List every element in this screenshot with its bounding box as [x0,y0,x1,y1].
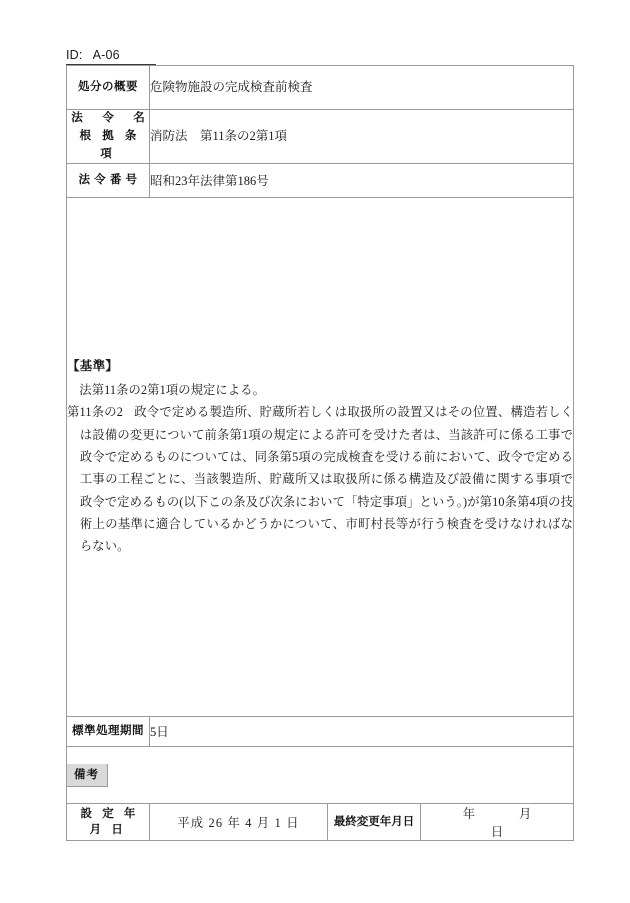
table-row-outline [67,66,574,110]
table-row-dates [67,804,574,841]
document-id-label: ID: [66,48,83,63]
unit-month: 月 [519,807,532,822]
unit-day: 日 [490,825,504,840]
criteria-lead: 法第11条の2第1項の規定による。 [79,382,265,397]
table-row-criteria [67,198,574,717]
set-date-value: 平成 26 年 4 月 1 日 [150,804,328,841]
unit-year: 年 [462,807,475,822]
remarks-header: 備考 [67,764,108,788]
set-date-header: 設 定 年 月 日 [67,804,150,841]
disposition-form-table [66,65,574,841]
criteria-article-body: 政令で定める製造所、貯蔵所若しくは取扱所の設置又はその位置、構造若しくは設備の変更について前条第1項の規定による許可を受けた者は、当該許可に係る工事で政令で定めるものについては、同条第5項の完成検査を受ける前において、政令で定める工事の工程ごとに、当該製造所、貯蔵所又は取扱所に係る構造及び設備に関する事項で政令で定めるもの(以下この条及び次条において「特定事項」という。)が第10条第4項の技術上の基準に適合しているかどうかについて、市町村長等が行う検査を受けなければならない。 [79,405,574,554]
table-row-law-number [67,164,574,198]
table-row-remarks [67,747,574,804]
law-name-header-line2: 根 拠 条 項 [79,129,141,160]
last-changed-header: 最終変更年月日 [328,804,421,841]
last-changed-value [421,804,574,841]
law-number-value: 昭和23年法律第186号 [150,164,574,198]
law-name-header-line1: 法 令 名 [71,112,149,124]
standard-period-value: 5日 [150,717,574,747]
criteria-article [67,401,573,558]
table-row-law-name [67,110,574,164]
document-id [66,45,156,65]
law-number-header: 法 令 番 号 [67,164,150,198]
law-name-header [67,110,150,164]
outline-header: 処分の概要 [67,66,150,110]
standard-period-header: 標準処理期間 [67,717,150,747]
remarks-cell [67,747,574,804]
criteria-title: 【基準】 [67,359,119,374]
outline-value: 危険物施設の完成検査前検査 [150,66,574,110]
law-name-value: 消防法 第11条の2第1項 [150,110,574,164]
criteria-cell [67,198,574,717]
table-row-standard-period [67,717,574,747]
criteria-article-label: 第11条の2 [67,405,124,420]
document-id-value: A-06 [92,48,120,63]
